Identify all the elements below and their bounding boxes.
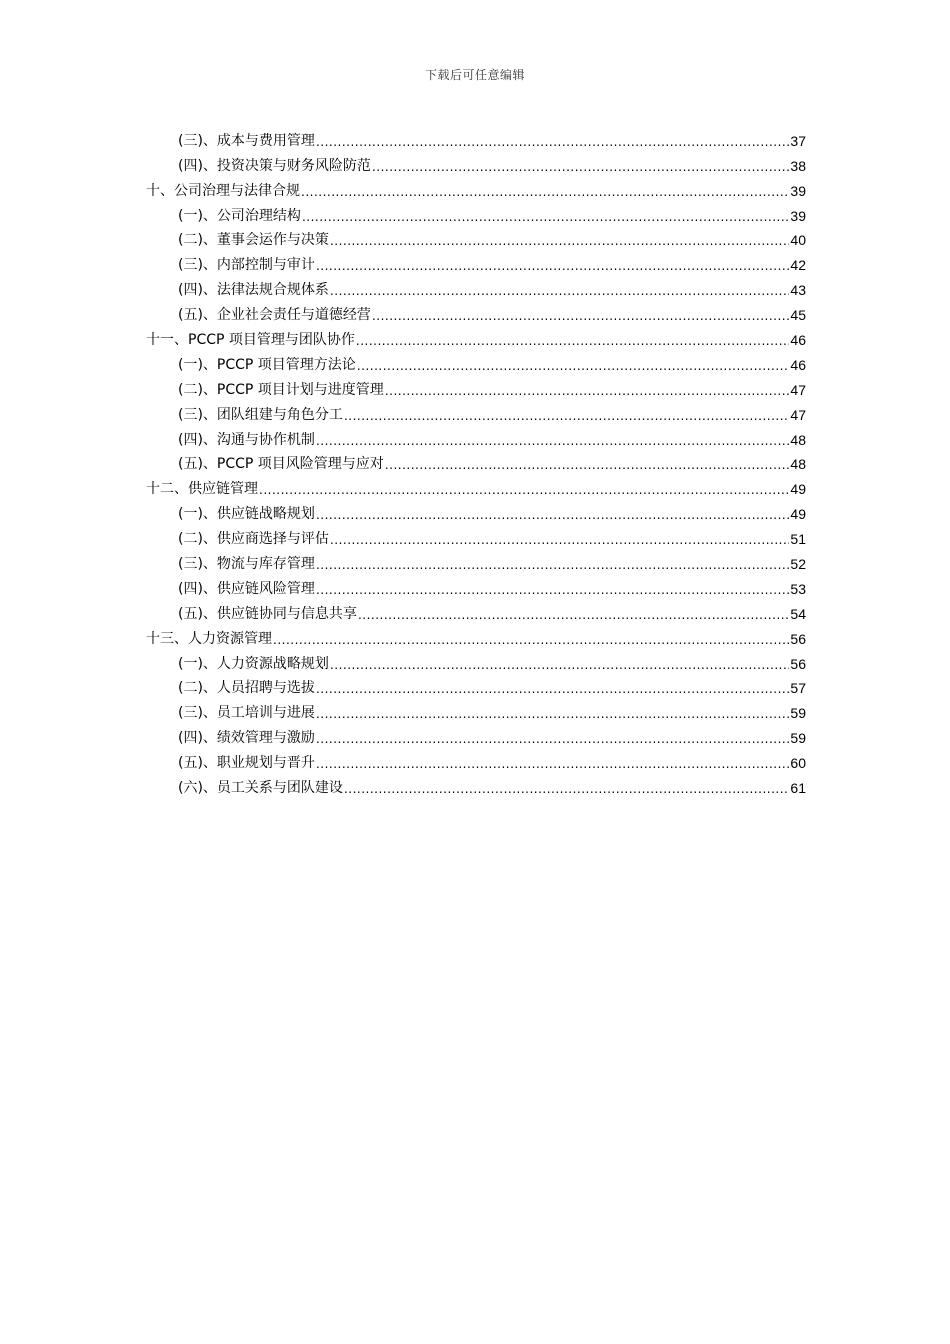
toc-dot-leader bbox=[357, 357, 790, 375]
toc-entry-page-number: 52 bbox=[790, 556, 806, 573]
toc-entry[interactable] bbox=[146, 698, 806, 723]
toc-entry[interactable] bbox=[146, 275, 806, 300]
toc-dot-leader bbox=[385, 382, 790, 400]
toc-entry-label: (四)、沟通与协作机制 bbox=[178, 431, 315, 448]
toc-dot-leader bbox=[316, 133, 789, 151]
toc-dot-leader bbox=[259, 481, 789, 499]
toc-entry-label: (一)、供应链战略规划 bbox=[178, 506, 315, 523]
toc-entry[interactable] bbox=[146, 151, 806, 176]
toc-entry-label: (二)、PCCP 项目计划与进度管理 bbox=[178, 381, 384, 398]
toc-entry-label: 十二、供应链管理 bbox=[146, 481, 258, 498]
toc-dot-leader bbox=[344, 780, 789, 798]
toc-entry-label: (二)、供应商选择与评估 bbox=[178, 531, 329, 548]
toc-entry[interactable] bbox=[146, 748, 806, 773]
toc-entry[interactable] bbox=[146, 176, 806, 201]
toc-entry[interactable] bbox=[146, 723, 806, 748]
toc-dot-leader bbox=[316, 705, 789, 723]
toc-entry-page-number: 46 bbox=[790, 356, 806, 373]
toc-entry-label: 十、公司治理与法律合规 bbox=[146, 182, 300, 199]
toc-entry-page-number: 49 bbox=[790, 506, 806, 523]
toc-entry-label: (二)、董事会运作与决策 bbox=[178, 232, 329, 249]
toc-entry[interactable] bbox=[146, 599, 806, 624]
toc-entry-label: (五)、职业规划与晋升 bbox=[178, 755, 315, 772]
toc-dot-leader bbox=[316, 556, 789, 574]
toc-entry-page-number: 53 bbox=[790, 580, 806, 597]
toc-entry-page-number: 61 bbox=[790, 780, 806, 797]
toc-entry[interactable] bbox=[146, 400, 806, 425]
toc-entry-page-number: 39 bbox=[790, 207, 806, 224]
toc-entry-label: 十一、PCCP 项目管理与团队协作 bbox=[146, 332, 355, 349]
toc-entry-page-number: 49 bbox=[790, 481, 806, 498]
toc-dot-leader bbox=[330, 531, 789, 549]
toc-entry-label: (四)、绩效管理与激励 bbox=[178, 730, 315, 747]
toc-entry[interactable] bbox=[146, 375, 806, 400]
toc-entry-page-number: 59 bbox=[790, 730, 806, 747]
toc-entry[interactable] bbox=[146, 126, 806, 151]
toc-dot-leader bbox=[302, 208, 789, 226]
toc-dot-leader bbox=[316, 581, 789, 599]
toc-dot-leader bbox=[330, 282, 789, 300]
toc-entry-page-number: 48 bbox=[790, 456, 806, 473]
toc-dot-leader bbox=[316, 257, 789, 275]
toc-entry[interactable] bbox=[146, 226, 806, 251]
toc-entry-label: (三)、物流与库存管理 bbox=[178, 556, 315, 573]
toc-entry-label: (五)、企业社会责任与道德经营 bbox=[178, 307, 371, 324]
toc-entry[interactable] bbox=[146, 201, 806, 226]
toc-entry-page-number: 47 bbox=[790, 406, 806, 423]
toc-dot-leader bbox=[316, 730, 789, 748]
toc-entry-page-number: 56 bbox=[790, 655, 806, 672]
toc-entry-page-number: 38 bbox=[790, 157, 806, 174]
toc-entry-page-number: 37 bbox=[790, 132, 806, 149]
toc-dot-leader bbox=[330, 232, 789, 250]
toc-entry[interactable] bbox=[146, 499, 806, 524]
toc-entry-label: (四)、法律法规合规体系 bbox=[178, 282, 329, 299]
toc-entry[interactable] bbox=[146, 474, 806, 499]
toc-entry-page-number: 57 bbox=[790, 680, 806, 697]
toc-entry-label: (四)、投资决策与财务风险防范 bbox=[178, 157, 371, 174]
toc-dot-leader bbox=[356, 332, 790, 350]
toc-entry[interactable] bbox=[146, 773, 806, 798]
toc-entry-label: (一)、公司治理结构 bbox=[178, 207, 301, 224]
toc-entry-page-number: 56 bbox=[790, 630, 806, 647]
toc-entry-page-number: 45 bbox=[790, 307, 806, 324]
toc-entry[interactable] bbox=[146, 574, 806, 599]
toc-dot-leader bbox=[358, 606, 789, 624]
toc-entry-label: (六)、员工关系与团队建设 bbox=[178, 780, 343, 797]
toc-entry[interactable] bbox=[146, 300, 806, 325]
toc-entry-page-number: 54 bbox=[790, 605, 806, 622]
toc-entry-label: (三)、员工培训与进展 bbox=[178, 705, 315, 722]
toc-entry[interactable] bbox=[146, 250, 806, 275]
toc-dot-leader bbox=[273, 631, 789, 649]
toc-entry-page-number: 60 bbox=[790, 755, 806, 772]
toc-entry-label: (三)、内部控制与审计 bbox=[178, 257, 315, 274]
toc-entry[interactable] bbox=[146, 524, 806, 549]
toc-entry-label: (四)、供应链风险管理 bbox=[178, 580, 315, 597]
toc-entry[interactable] bbox=[146, 624, 806, 649]
toc-dot-leader bbox=[385, 456, 790, 474]
table-of-contents bbox=[146, 126, 806, 798]
toc-entry-page-number: 47 bbox=[790, 381, 806, 398]
toc-entry-label: (三)、成本与费用管理 bbox=[178, 132, 315, 149]
toc-entry-label: (五)、PCCP 项目风险管理与应对 bbox=[178, 456, 384, 473]
toc-entry-page-number: 43 bbox=[790, 282, 806, 299]
toc-entry[interactable] bbox=[146, 549, 806, 574]
toc-entry-page-number: 40 bbox=[790, 232, 806, 249]
toc-dot-leader bbox=[301, 183, 789, 201]
toc-entry[interactable] bbox=[146, 350, 806, 375]
toc-dot-leader bbox=[372, 158, 789, 176]
toc-dot-leader bbox=[330, 656, 789, 674]
toc-dot-leader bbox=[372, 307, 789, 325]
toc-entry-page-number: 42 bbox=[790, 257, 806, 274]
toc-dot-leader bbox=[344, 407, 789, 425]
toc-dot-leader bbox=[316, 506, 789, 524]
toc-entry[interactable] bbox=[146, 425, 806, 450]
toc-entry-page-number: 51 bbox=[790, 531, 806, 548]
toc-dot-leader bbox=[316, 755, 789, 773]
toc-entry-label: (一)、人力资源战略规划 bbox=[178, 655, 329, 672]
toc-entry-label: (二)、人员招聘与选拔 bbox=[178, 680, 315, 697]
toc-dot-leader bbox=[316, 680, 789, 698]
toc-dot-leader bbox=[316, 432, 789, 450]
toc-entry[interactable] bbox=[146, 674, 806, 699]
toc-entry-label: (一)、PCCP 项目管理方法论 bbox=[178, 356, 356, 373]
toc-entry-page-number: 48 bbox=[790, 431, 806, 448]
toc-entry[interactable] bbox=[146, 649, 806, 674]
toc-entry-page-number: 46 bbox=[790, 332, 806, 349]
page-header: 下载后可任意编辑 bbox=[424, 68, 525, 82]
toc-entry-page-number: 59 bbox=[790, 705, 806, 722]
toc-entry-page-number: 39 bbox=[790, 182, 806, 199]
toc-entry[interactable] bbox=[146, 325, 806, 350]
toc-entry[interactable] bbox=[146, 450, 806, 475]
toc-entry-label: 十三、人力资源管理 bbox=[146, 630, 272, 647]
toc-entry-label: (三)、团队组建与角色分工 bbox=[178, 406, 343, 423]
toc-entry-label: (五)、供应链协同与信息共享 bbox=[178, 605, 357, 622]
